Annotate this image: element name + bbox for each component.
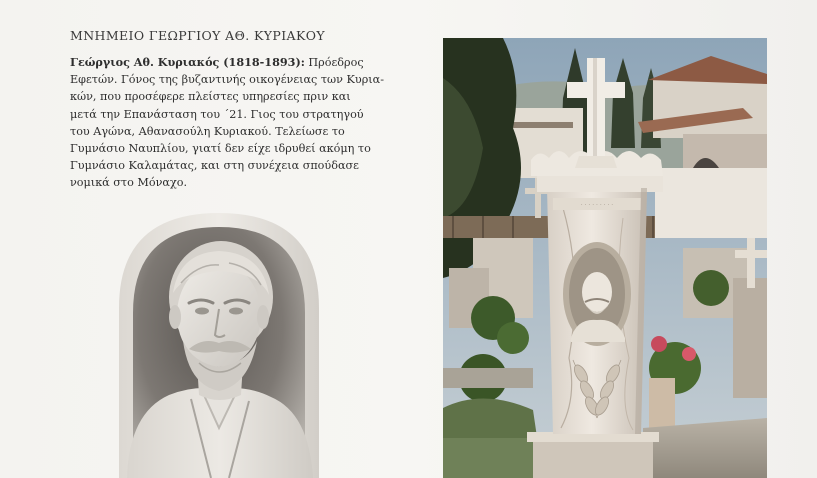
- monument-photo-illustration: [443, 38, 767, 478]
- text-line-1: [70, 54, 400, 71]
- text-line-8: νομικά στο Μόναχο.: [70, 176, 188, 190]
- biography-paragraph: [70, 54, 400, 192]
- text-line-6: Γυμνάσιο Ναυπλίου, γιατί δεν είχε ιδρυθεί ακόμη το: [70, 142, 371, 156]
- text-line-5: του Αγώνα, Αθανασούλη Κυριακού. Τελείωσε το: [70, 124, 345, 138]
- page-heading: ΜΝΗΜΕΙΟ ΓΕΩΡΓΙΟΥ ΑΘ. ΚΥΡΙΑΚΟΥ: [70, 28, 326, 43]
- monument-inscription: · · · · · · · · ·: [580, 202, 614, 209]
- monument-photo: [443, 38, 767, 478]
- text-line-4: μετά την Επανάσταση του ΄21. Γιος του στρατηγού: [70, 107, 364, 121]
- bust-relief-illustration: [119, 213, 319, 478]
- person-name: Γεώργιος Αθ. Κυριακός (1818-1893):: [70, 55, 305, 69]
- text-line-3: κών, που προσέφερε πλείστες υπηρεσίες πριν και: [70, 90, 351, 104]
- text-line-7: Γυμνάσιο Καλαμάτας, και στη συνέχεια σπούδασε: [70, 159, 359, 173]
- text-line-1-rest: Πρόεδρος: [304, 56, 364, 69]
- text-line-2: Εφετών. Γόνος της βυζαντινής οικογένειας των Κυρια-: [70, 73, 384, 87]
- bust-relief-photo: [119, 213, 319, 478]
